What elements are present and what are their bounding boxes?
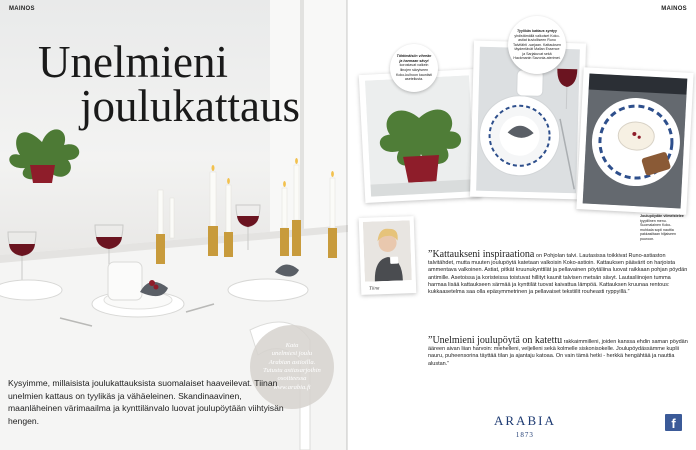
seal-url[interactable]: www.arabia.fi [273,383,311,391]
brand-year: 1873 [515,431,534,439]
caption-soup-text: tyypillinen menu. Suomalainen Koko-muhkala sopii nauttia pakkasiltaan hiljaiseen puuroon. [640,218,676,241]
seal-line: Arabian astioilla. [268,358,316,366]
intro-paragraph: Kysyimme, millaisista joulukattauksista suomalaiset haaveilevat. Tiinan unelmien kattaus on tyylikäs ja vähäeleinen. Skandinaavinen, maanläheinen värimaailma ja kynttilänvalo luovat joulupöytään viihtyisän hengen. [8,378,284,426]
quote-dream-table [428,337,690,368]
title-line-1: Unelmieni [38,37,228,87]
arabia-logo[interactable] [494,413,556,439]
seal-line: Tutustu astiasarjoihin [263,367,321,374]
portrait-signature: Tiina [369,286,380,292]
person-portrait [363,220,412,282]
seal-line: unelmiesi joulu [271,350,313,358]
caption-setting-bold: Tyylikäs kattaus syntyy [516,28,558,33]
caption-plant [390,44,438,92]
caption-plant-text: korostavat valkein liinojen sävyiseen Koko-kulhoon kauniisti asetellusta. [396,63,432,82]
portrait-photo [363,220,412,282]
quote-dream-table-lead: ”Unelmieni joulupöytä on katettu [428,335,563,346]
quote-inspiration [428,251,690,296]
quote-inspiration-body: on Pohjolan talvi. Lautasissa toikkivat Runo-astiaston talvitähdet, mutta muuten joulupöytä katetaan valkoisin Koko-astioin. Kattauksen päävärit on harjoista ammentava valkoinen. Astiat, pitkät kruunukynttilät ja pellavainen pöytäliina luovat raikkaan pohjan pöydän antimille. Asetoissa ja koristeissa toistuvat hillityt kaunit talvisen metsän sävyt. Lautasliinojen tumma harmaa lisää kattaukseen särmää ja kynttilät tuovat kaivattua lämpöä. Kattauksen kruunaa rentous: kukkaasetelma saa olla epäsymmetrinen ja pellavaiset tekstiilit rouheasti ryppyillä.” [428,253,688,296]
quote-dream-table-body: rakkaimmilleni, joiden kanssa ehdin saman pöydän ääreen aivan liian harvoin: miehelleni, veljelleni sekä kolmelle siskonisokelle. Joulupöydässämme kuplii nauru, puheensorina täyttää tilan ja ajantaju katoaa. On vain tämä hetki - herkkä hengähtää ja nauttia alustan.” [428,339,688,367]
seal-line: Kata [285,341,299,349]
caption-soup [640,214,684,242]
caption-setting-text: yhdistämällä valkoiset Koko-astiat kuviolliseen Runo Talvitähti -sarjaan. Kattauksen täydentävät Mallan Essence ja Sarjakuvat sekä Hackmanin Savonia-aterimet. [513,33,561,61]
page-title [38,37,300,131]
ad-label: MAINOS [9,6,35,12]
brand-name: ARABIA [494,413,556,428]
quote-inspiration-lead: ”Kattaukseni inspiraationa [428,249,535,260]
plant-photo [365,75,475,196]
photo-soup-course [576,67,693,215]
ad-label: MAINOS [661,6,687,12]
seal-line: osoitteessa [277,375,307,383]
caption-setting [508,16,566,74]
caption-soup-bold: Joulupöydän viimeistelee [640,214,684,218]
portrait-card [359,216,417,295]
right-page [348,0,696,450]
caption-plant-bold: Tähtimäisiin vihreän ja harmaan sävyt [396,54,432,63]
facebook-icon[interactable]: f [665,414,682,431]
title-line-2: joulukattaus [80,81,300,131]
soup-photo [583,74,688,209]
